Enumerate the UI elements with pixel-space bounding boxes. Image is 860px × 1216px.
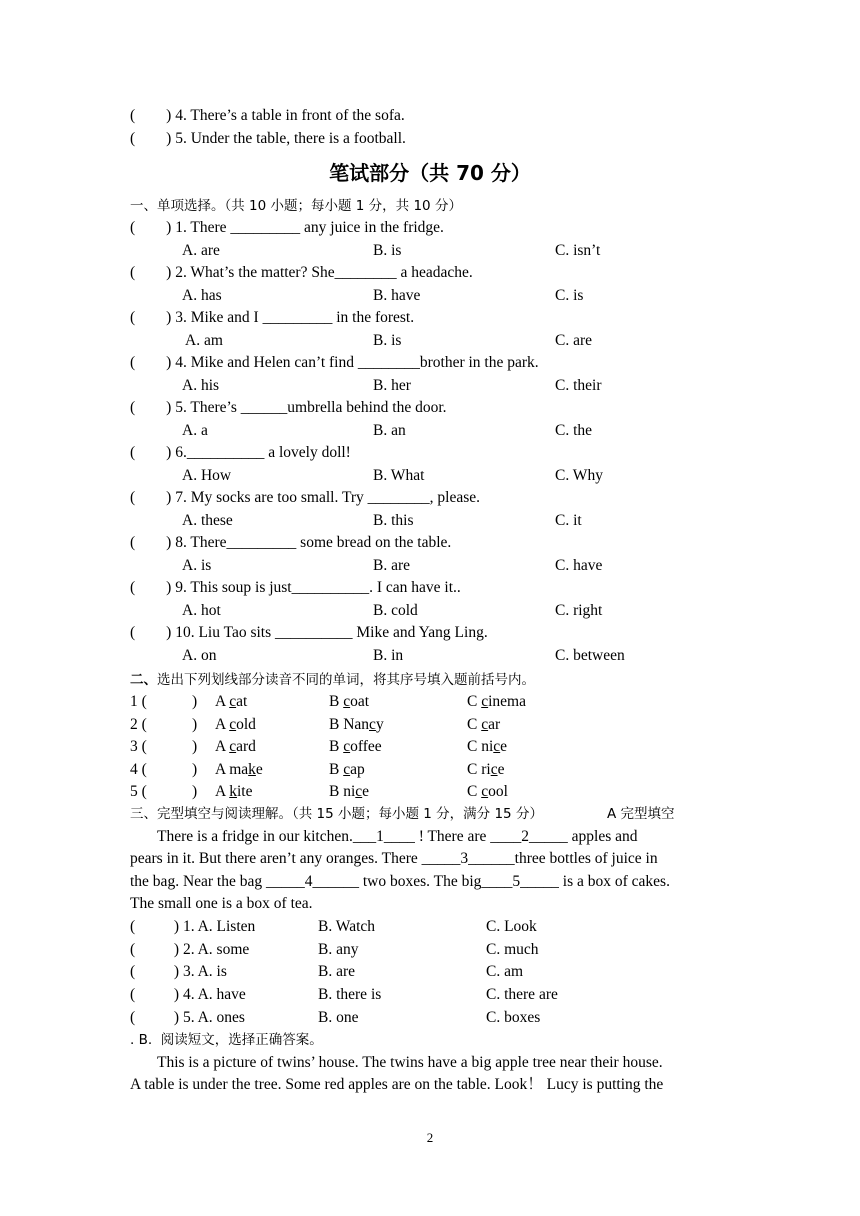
word-suffix: ool [488, 783, 508, 800]
word-option-a [215, 782, 252, 802]
section2-header [130, 670, 535, 690]
word-prefix: A [215, 783, 230, 800]
cloze-option-c: C. there are [486, 986, 558, 1004]
section-title: 笔试部分（共 70 分） [329, 161, 531, 185]
cloze-question: ( ) 3. A. is [130, 963, 227, 981]
cloze-option-c: C. am [486, 963, 524, 981]
word-prefix: A [215, 693, 230, 710]
word-option-c [467, 692, 526, 712]
word-prefix: C ni [467, 738, 494, 755]
word-prefix: C [467, 693, 482, 710]
option-c: C. isn’t [555, 242, 601, 259]
passage-b-line: A table is under the tree. Some red apples are on the table. Look！ Lucy is putting the [130, 1076, 664, 1093]
option-a: A. am [182, 332, 223, 349]
option-c: C. have [555, 557, 603, 574]
option-a: A. How [182, 467, 232, 484]
word-prefix: A [215, 738, 230, 755]
word-suffix: ard [236, 738, 256, 755]
word-option-b [329, 782, 369, 802]
word-suffix: e [500, 738, 508, 755]
section3-sub-b: . B. 阅读短文，选择正确答案。 [130, 1032, 323, 1048]
underlined-letter: c [355, 783, 363, 800]
word-suffix: offee [350, 738, 382, 755]
option-c: C. it [555, 512, 582, 529]
word-option-b [329, 737, 382, 757]
option-b: B. What [373, 467, 425, 484]
option-c: C. is [555, 287, 584, 304]
word-prefix: B [329, 693, 344, 710]
word-option-a [215, 692, 247, 712]
word-option-b [329, 692, 369, 712]
passage-line: There is a fridge in our kitchen.___1____ ! There are ____2_____ apples and [157, 828, 638, 845]
word-option-c [467, 760, 504, 780]
option-a: A. are [182, 242, 220, 259]
row-paren-close: ) [192, 783, 198, 800]
section2-number: 二、 [130, 672, 157, 688]
underlined-letter: c [343, 693, 351, 710]
underlined-letter: c [229, 738, 237, 755]
cloze-option-c: C. much [486, 940, 539, 958]
word-suffix: old [236, 715, 256, 733]
cloze-question: ( ) 4. A. have [130, 986, 246, 1004]
row-number: 2 ( [130, 715, 147, 733]
cloze-option-b: B. any [318, 940, 359, 958]
option-b: B. is [373, 242, 402, 259]
cloze-question: ( ) 5. A. ones [130, 1008, 245, 1026]
row-number: 4 ( [130, 760, 147, 778]
cloze-option-b: B. one [318, 1008, 359, 1026]
word-prefix: A [215, 715, 230, 733]
option-a: A. is [182, 557, 212, 574]
word-option-c [467, 715, 500, 735]
word-suffix: ap [350, 760, 365, 778]
word-suffix: ar [488, 715, 501, 733]
word-option-c [467, 782, 508, 802]
row-number: 5 ( [130, 783, 147, 800]
word-prefix: B [329, 738, 344, 755]
underlined-letter: c [481, 693, 489, 710]
question-line: ( ) 8. There_________ some bread on the table. [130, 534, 452, 551]
row-paren-close: ) [192, 760, 198, 778]
word-option-a [215, 760, 263, 780]
option-b: B. are [373, 557, 411, 574]
option-c: C. Why [555, 467, 603, 484]
cloze-option-c: C. Look [486, 918, 537, 935]
underlined-letter: c [481, 715, 489, 733]
option-c: C. are [555, 332, 593, 349]
option-b: B. is [373, 332, 402, 349]
option-c: C. right [555, 602, 603, 619]
cloze-question: ( ) 2. A. some [130, 940, 250, 958]
passage-line: The small one is a box of tea. [130, 895, 313, 912]
underlined-letter: k [229, 783, 237, 800]
row-number: 3 ( [130, 738, 147, 755]
word-option-c [467, 737, 507, 757]
cloze-option-b: B. are [318, 963, 356, 981]
cloze-option-c: C. boxes [486, 1008, 541, 1026]
word-suffix: y [375, 715, 384, 733]
word-option-a [215, 737, 256, 757]
underlined-letter: c [369, 715, 376, 733]
passage-line: pears in it. But there aren’t any oranges. There _____3______three bottles of juice in [130, 850, 658, 867]
cloze-option-b: B. there is [318, 986, 382, 1004]
option-a: A. these [182, 512, 233, 529]
question-line: ( ) 4. Mike and Helen can’t find ________brother in the park. [130, 354, 539, 371]
underlined-letter: k [248, 760, 256, 778]
word-prefix: B [329, 760, 344, 778]
row-number: 1 ( [130, 693, 147, 710]
option-b: B. her [373, 377, 411, 394]
underlined-letter: c [493, 738, 501, 755]
word-suffix: inema [488, 693, 526, 710]
option-a: A. a [182, 422, 208, 439]
question-line: ( ) 4. There’s a table in front of the sofa. [130, 107, 405, 124]
underlined-letter: c [343, 760, 351, 778]
word-suffix: e [255, 760, 263, 778]
option-c: C. their [555, 377, 602, 394]
page-number: 2 [426, 1130, 434, 1145]
question-line: ( ) 1. There _________ any juice in the fridge. [130, 219, 444, 236]
question-line: ( ) 5. There’s ______umbrella behind the door. [130, 399, 447, 416]
question-line: ( ) 9. This soup is just__________. I can have it.. [130, 579, 461, 596]
row-paren-close: ) [192, 693, 198, 710]
word-prefix: A ma [215, 760, 249, 778]
question-line: ( ) 2. What’s the matter? She________ a headache. [130, 264, 473, 281]
word-option-a [215, 715, 256, 735]
question-line: ( ) 3. Mike and I _________ in the forest. [130, 309, 415, 326]
section1-header: 一、单项选择。（共 10 小题；每小题 1 分，共 10 分） [130, 198, 462, 214]
underlined-letter: c [229, 693, 237, 710]
word-prefix: B Nan [329, 715, 370, 733]
underlined-letter: c [343, 738, 351, 755]
section3-header: 三、完型填空与阅读理解。（共 15 小题；每小题 1 分，满分 15 分） [130, 806, 543, 822]
question-line: ( ) 7. My socks are too small. Try ________, please. [130, 489, 481, 506]
passage-line: the bag. Near the bag _____4______ two boxes. The big____5_____ is a box of cakes. [130, 873, 670, 890]
word-suffix: ite [236, 783, 253, 800]
word-prefix: B ni [329, 783, 356, 800]
word-option-b [329, 715, 384, 735]
option-b: B. cold [373, 602, 418, 619]
option-a: A. has [182, 287, 222, 304]
underlined-letter: c [229, 715, 237, 733]
option-b: B. have [373, 287, 421, 304]
underlined-letter: c [490, 760, 498, 778]
row-paren-close: ) [192, 715, 198, 733]
word-option-b [329, 760, 365, 780]
row-paren-close: ) [192, 738, 198, 755]
question-line: ( ) 5. Under the table, there is a football. [130, 130, 406, 147]
question-line: ( ) 10. Liu Tao sits __________ Mike and Yang Ling. [130, 624, 488, 641]
underlined-letter: c [481, 783, 489, 800]
word-prefix: C [467, 715, 482, 733]
option-b: B. this [373, 512, 414, 529]
word-suffix: at [236, 693, 248, 710]
option-a: A. hot [182, 602, 221, 619]
question-line: ( ) 6.__________ a lovely doll! [130, 444, 351, 461]
section2-header-text: 选出下列划线部分读音不同的单词，将其序号填入题前括号内。 [157, 672, 535, 688]
option-c: C. the [555, 422, 593, 439]
word-suffix: oat [350, 693, 370, 710]
option-b: B. in [373, 647, 404, 664]
word-prefix: C [467, 783, 482, 800]
cloze-option-b: B. Watch [318, 918, 376, 935]
cloze-question: ( ) 1. A. Listen [130, 918, 256, 935]
option-c: C. between [555, 647, 625, 664]
word-suffix: e [362, 783, 370, 800]
option-a: A. on [182, 647, 217, 664]
option-b: B. an [373, 422, 406, 439]
section3-sub-a: A 完型填空 [607, 806, 675, 822]
word-suffix: e [497, 760, 505, 778]
passage-b-line: This is a picture of twins’ house. The twins have a big apple tree near their house. [157, 1054, 663, 1071]
word-prefix: C ri [467, 760, 491, 778]
option-a: A. his [182, 377, 220, 394]
